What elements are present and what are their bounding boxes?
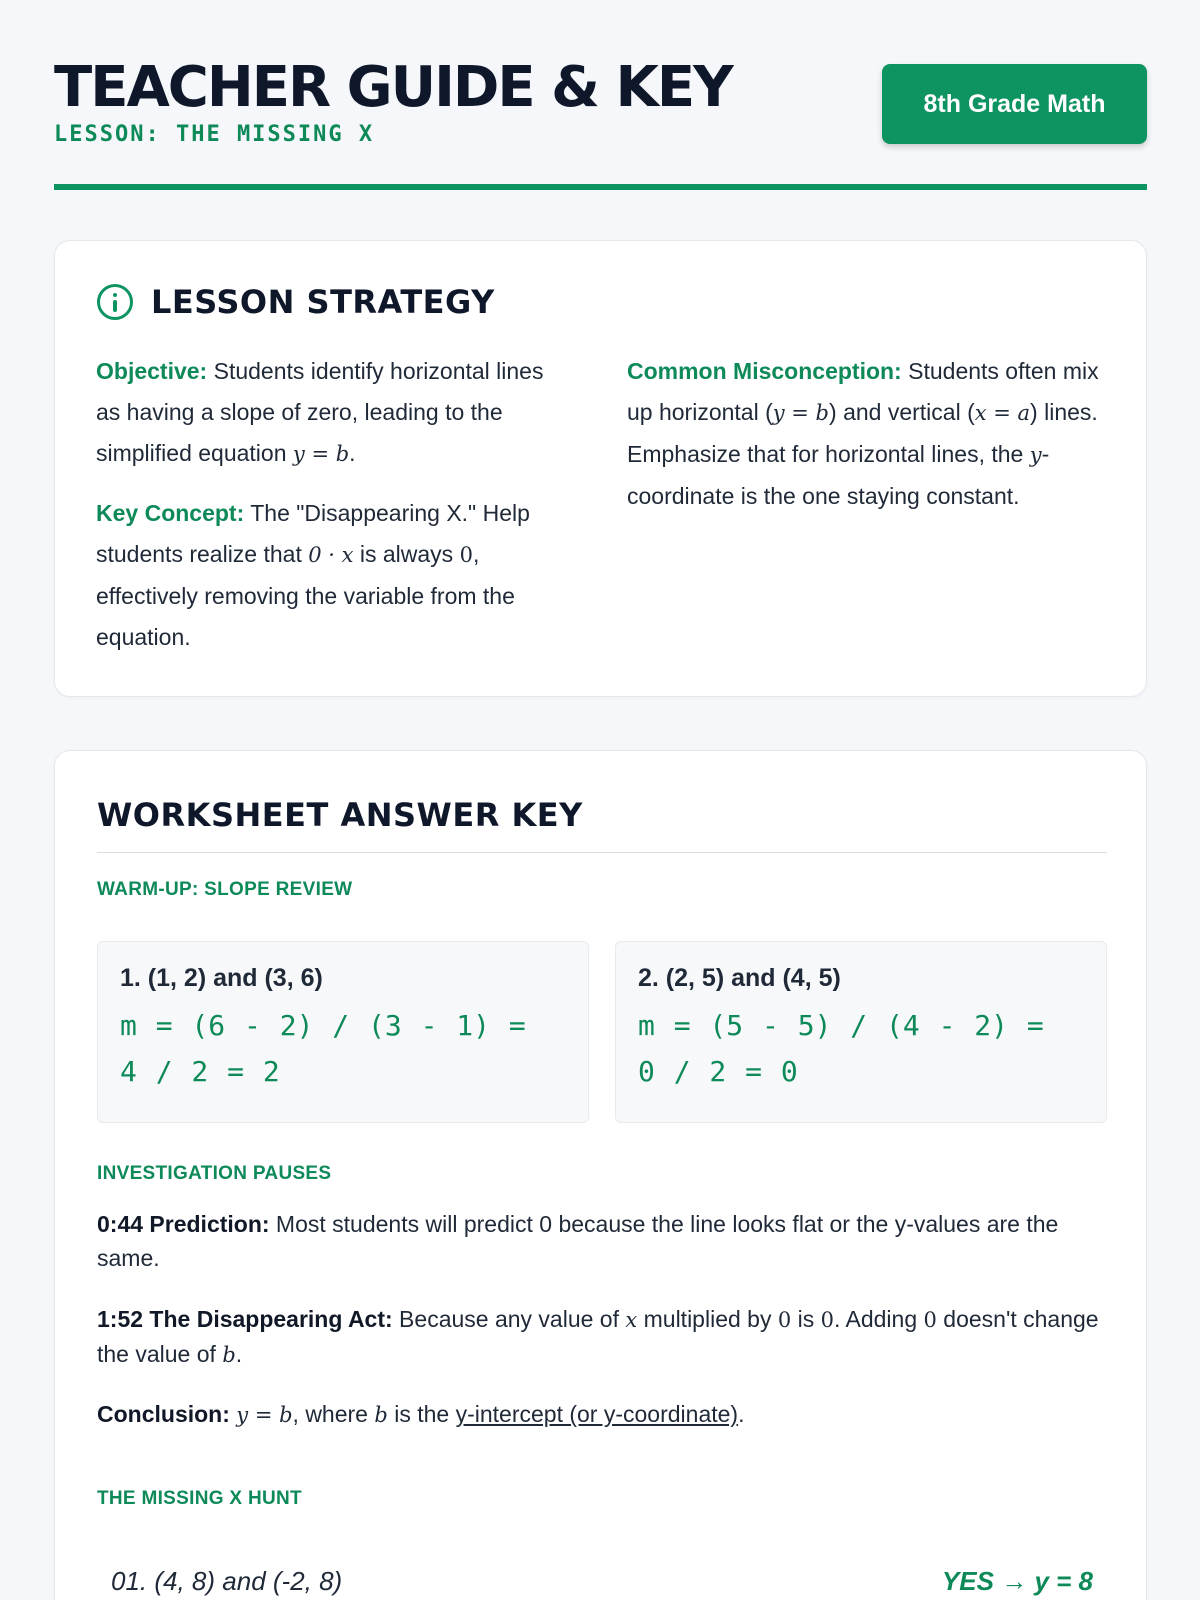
grade-badge[interactable]: 8th Grade Math (882, 64, 1147, 144)
strategy-title: LESSON STRATEGY (151, 283, 495, 321)
lesson-strategy-card (54, 240, 1147, 697)
misconception-text-3: ) lines. Emphasize that for horizontal lines, the (627, 399, 1098, 467)
hunt-answer: YES → y = 8 (941, 1565, 1093, 1596)
key-concept-math-2: 0 (459, 543, 473, 567)
lesson-subtitle: LESSON: THE MISSING X (54, 122, 375, 147)
conclusion-label: Conclusion: (97, 1401, 230, 1427)
solution-line-1: m = (6 - 2) / (3 - 1) = (120, 1009, 526, 1042)
answer-key-card (54, 750, 1147, 1600)
solution-line-2: 0 / 2 = 0 (638, 1055, 798, 1088)
hunt-label: THE MISSING X HUNT (97, 1488, 302, 1509)
problem-title: 2. (2, 5) and (4, 5) (638, 964, 841, 992)
misconception-text-4: -coordinate is the one staying constant. (627, 441, 1050, 509)
objective-label: Objective: (96, 358, 208, 384)
disappearing-text-6: . (235, 1341, 243, 1367)
problem-solution (638, 1003, 1084, 1095)
disappearing-math-5: b (222, 1343, 236, 1367)
conclusion-text-3: . (738, 1401, 745, 1427)
disappearing-math-3: 0 (820, 1308, 834, 1332)
hunt-question: 01. (4, 8) and (-2, 8) (111, 1565, 343, 1596)
answer-key-title: WORKSHEET ANSWER KEY (97, 796, 583, 834)
strategy-title-row (97, 283, 495, 321)
conclusion-text-1: , where (292, 1401, 375, 1427)
strategy-right-column (627, 351, 1107, 535)
solution-line-1: m = (5 - 5) / (4 - 2) = (638, 1009, 1044, 1042)
strategy-left-column (96, 351, 556, 676)
warmup-label: WARM-UP: SLOPE REVIEW (97, 879, 353, 900)
problem-title: 1. (1, 2) and (3, 6) (120, 964, 323, 992)
key-concept-mid: is always (353, 541, 460, 567)
objective-paragraph (96, 351, 556, 475)
problem-solution (120, 1003, 566, 1095)
misconception-math-3: y (1029, 443, 1042, 467)
title-divider (97, 852, 1107, 853)
disappearing-math-4: 0 (923, 1308, 937, 1332)
disappearing-label: 1:52 The Disappearing Act: (97, 1306, 393, 1332)
disappearing-text-1: Because any value of (392, 1306, 626, 1332)
hunt-row (111, 1561, 1093, 1600)
misconception-text-1: Students often mix up horizontal ( (627, 358, 1099, 425)
misconception-math-2: x = a (974, 401, 1031, 425)
info-icon (97, 284, 133, 320)
objective-text: Students identify horizontal lines as having a slope of zero, leading to the simplified equation (96, 358, 544, 466)
conclusion-text-2: is the (387, 1401, 456, 1427)
disappearing-text-5: doesn't change the value of (97, 1306, 1099, 1367)
disappearing-math-2: 0 (777, 1308, 792, 1332)
warmup-problem-1 (97, 941, 589, 1123)
conclusion-note (97, 1397, 1107, 1432)
prediction-label: 0:44 Prediction: (97, 1211, 270, 1237)
disappearing-math-1: x (625, 1308, 638, 1332)
objective-math: y = b (292, 442, 350, 466)
key-concept-end: , effectively removing the variable from the equation. (96, 541, 515, 650)
conclusion-math-2: b (374, 1403, 388, 1427)
key-concept-paragraph (96, 493, 556, 658)
conclusion-math-1: y = b (236, 1403, 293, 1427)
prediction-note (97, 1207, 1107, 1275)
misconception-math-1: y = b (772, 401, 830, 425)
key-concept-label: Key Concept: (96, 500, 245, 526)
objective-end: . (349, 440, 356, 466)
misconception-text-2: ) and vertical ( (829, 399, 975, 425)
misconception-label: Common Misconception: (627, 358, 902, 384)
disappearing-text-2: multiplied by (637, 1306, 778, 1332)
y-intercept-term: y-intercept (or y-coordinate) (455, 1401, 739, 1427)
solution-line-2: 4 / 2 = 2 (120, 1055, 280, 1088)
page-header (54, 56, 1147, 190)
investigation-label: INVESTIGATION PAUSES (97, 1163, 332, 1184)
key-concept-math-1: 0 · x (308, 543, 354, 567)
page-title: TEACHER GUIDE & KEY (54, 55, 732, 120)
misconception-paragraph (627, 351, 1107, 517)
disappearing-text-4: . Adding (834, 1306, 924, 1332)
warmup-problem-2 (615, 941, 1107, 1123)
disappearing-act-note (97, 1302, 1107, 1372)
prediction-text: Most students will predict 0 because the line looks flat or the y-values are the same. (97, 1211, 1059, 1271)
disappearing-text-3: is (791, 1306, 821, 1332)
key-concept-text: The "Disappearing X." Help students realize that (96, 500, 530, 567)
